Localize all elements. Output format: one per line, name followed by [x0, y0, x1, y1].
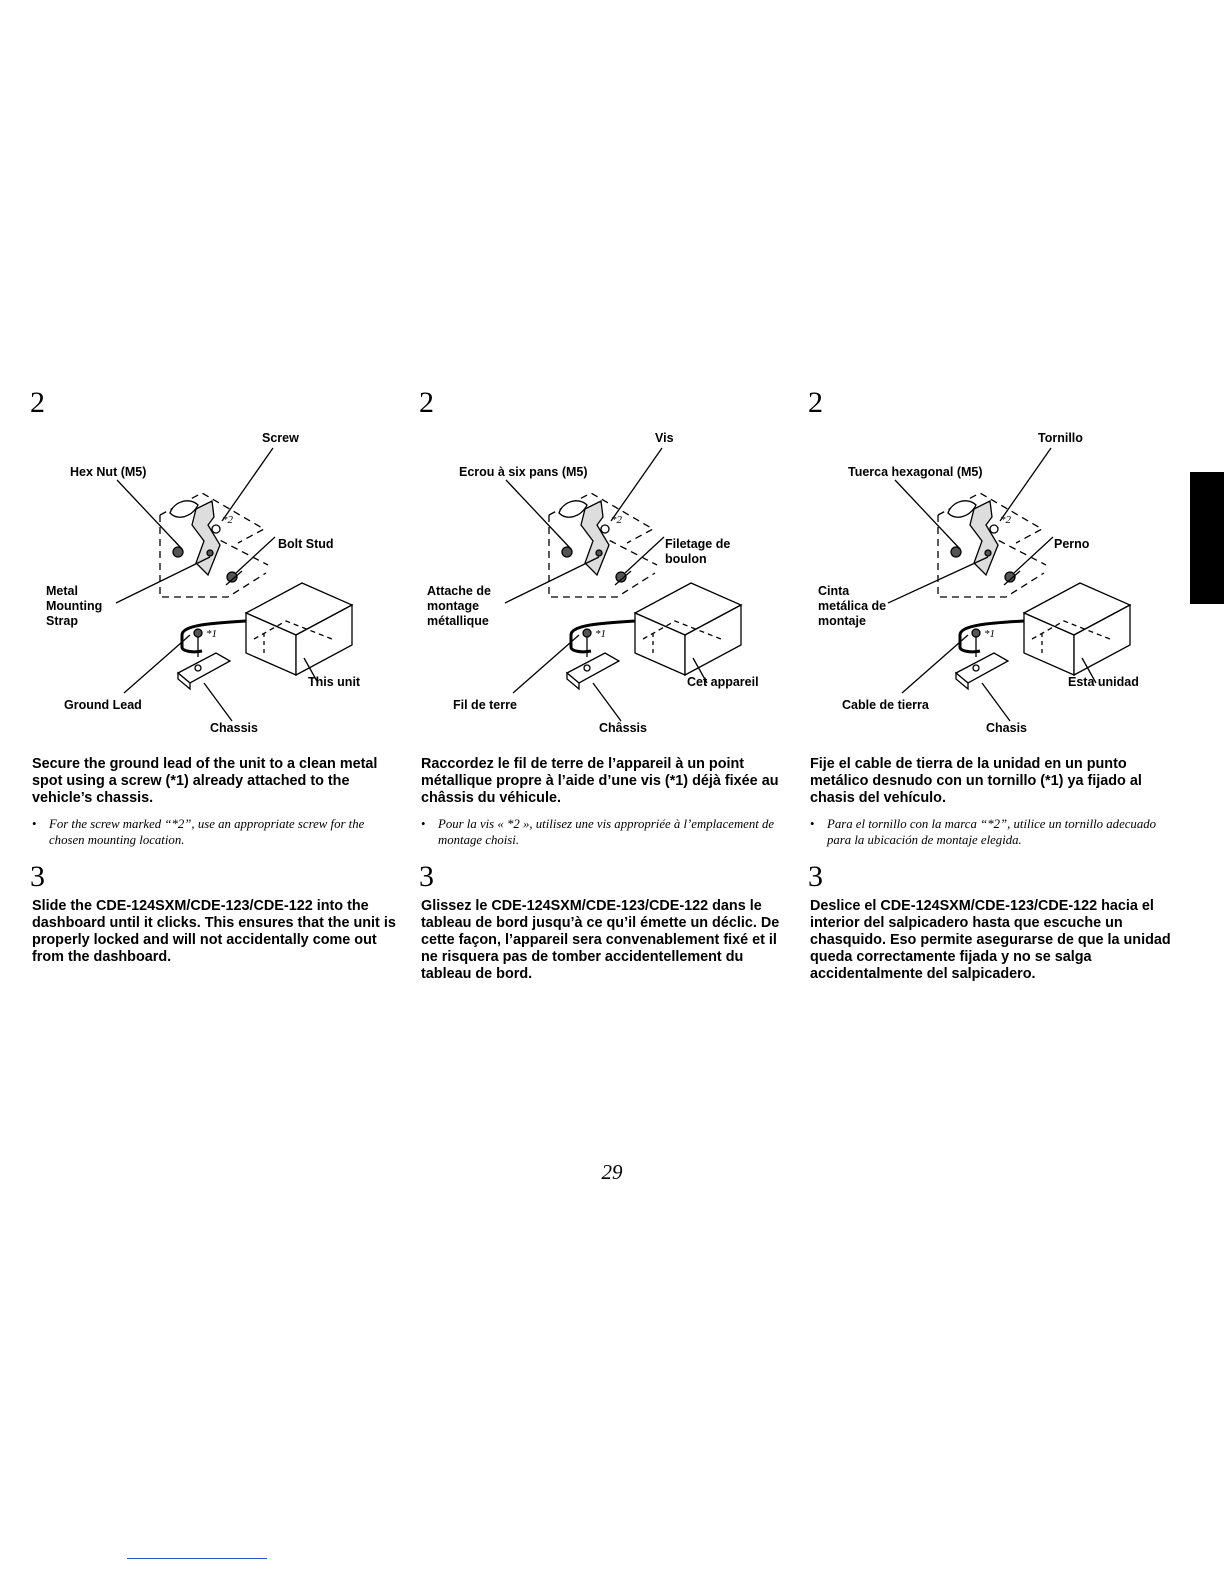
mark-screw-2: *2	[222, 514, 233, 526]
label-hex-nut: Hex Nut (M5)	[70, 465, 147, 479]
label-screw: Screw	[262, 431, 299, 445]
step-2-note	[421, 816, 791, 848]
label-ground-lead: Ground Lead	[64, 698, 142, 712]
note-text: Para el tornillo con la marca “*2”, utilice un tornillo adecuado para la ubicación de montaje elegida.	[827, 817, 1157, 847]
mark-screw-2: *2	[1000, 514, 1011, 526]
note-bullet: •	[421, 817, 426, 831]
ground-lead-diagram	[421, 425, 793, 745]
ground-lead-diagram	[810, 425, 1182, 745]
label-this-unit: This unit	[308, 675, 361, 689]
label-ground-lead: Fil de terre	[453, 698, 517, 712]
column-english	[32, 380, 404, 1020]
ground-lead-diagram	[32, 425, 404, 745]
label-this-unit: Cet appareil	[687, 675, 759, 689]
step-2-number: 2	[419, 386, 434, 419]
label-bolt-stud: Bolt Stud	[278, 537, 334, 551]
step-3-number: 3	[419, 860, 434, 893]
step-2-instruction: Secure the ground lead of the unit to a clean metal spot using a screw (*1) already attached to the vehicle’s chassis.	[32, 756, 378, 806]
label-screw: Vis	[655, 431, 674, 445]
footer-rule	[127, 1558, 267, 1559]
column-spanish	[810, 380, 1182, 1020]
label-hex-nut: Tuerca hexagonal (M5)	[848, 465, 983, 479]
label-mounting-strap: Metal Mounting Strap	[46, 584, 103, 628]
step-3-instruction: Slide the CDE-124SXM/CDE-123/CDE-122 into the dashboard until it clicks. This ensures that the unit is properly locked and will not accidentally come out from the dashboard.	[32, 898, 396, 965]
step-2-instruction: Fije el cable de tierra de la unidad en un punto metálico desnudo con un tornillo (*1) ya fijado al chasis del vehículo.	[810, 756, 1142, 806]
note-bullet: •	[32, 817, 37, 831]
label-screw: Tornillo	[1038, 431, 1083, 445]
mark-screw-1: *1	[984, 628, 995, 640]
section-tab-marker	[1190, 472, 1224, 604]
label-chassis: Chasis	[986, 721, 1027, 735]
column-french	[421, 380, 793, 1020]
label-mounting-strap: Cinta metálica de montaje	[818, 584, 887, 628]
step-3-instruction: Deslice el CDE-124SXM/CDE-123/CDE-122 hacia el interior del salpicadero hasta que escuche un chasquido. Eso permite asegurarse de que la unidad queda correctamente fijada y no se salga accidentalmente del salpicadero.	[810, 898, 1171, 982]
step-2-note	[32, 816, 402, 848]
label-bolt-stud: Perno	[1054, 537, 1090, 551]
label-ground-lead: Cable de tierra	[842, 698, 929, 712]
step-2-instruction: Raccordez le fil de terre de l’appareil à un point métallique propre à l’aide d’une vis (*1) déjà fixée au châssis du véhicule.	[421, 756, 779, 806]
step-3-number: 3	[30, 860, 45, 893]
note-text: Pour la vis « *2 », utilisez une vis appropriée à l’emplacement de montage choisi.	[438, 817, 775, 847]
note-bullet: •	[810, 817, 815, 831]
label-chassis: Chassis	[210, 721, 258, 735]
note-text: For the screw marked “*2”, use an appropriate screw for the chosen mounting location.	[49, 817, 365, 847]
step-2-number: 2	[30, 386, 45, 419]
step-2-note	[810, 816, 1180, 848]
label-hex-nut: Ecrou à six pans (M5)	[459, 465, 588, 479]
label-this-unit: Esta unidad	[1068, 675, 1139, 689]
mark-screw-1: *1	[206, 628, 217, 640]
label-mounting-strap: Attache de montage métallique	[427, 584, 491, 628]
mark-screw-2: *2	[611, 514, 622, 526]
label-chassis: Châssis	[599, 721, 647, 735]
mark-screw-1: *1	[595, 628, 606, 640]
page-number: 29	[601, 1160, 623, 1184]
step-3-instruction: Glissez le CDE-124SXM/CDE-123/CDE-122 dans le tableau de bord jusqu’à ce qu’il émette un déclic. De cette façon, l’appareil sera convenablement fixé et il ne risquera pas de tomber accidentellement du tableau de bord.	[421, 898, 780, 982]
step-2-number: 2	[808, 386, 823, 419]
label-bolt-stud: Filetage de boulon	[665, 537, 731, 566]
step-3-number: 3	[808, 860, 823, 893]
